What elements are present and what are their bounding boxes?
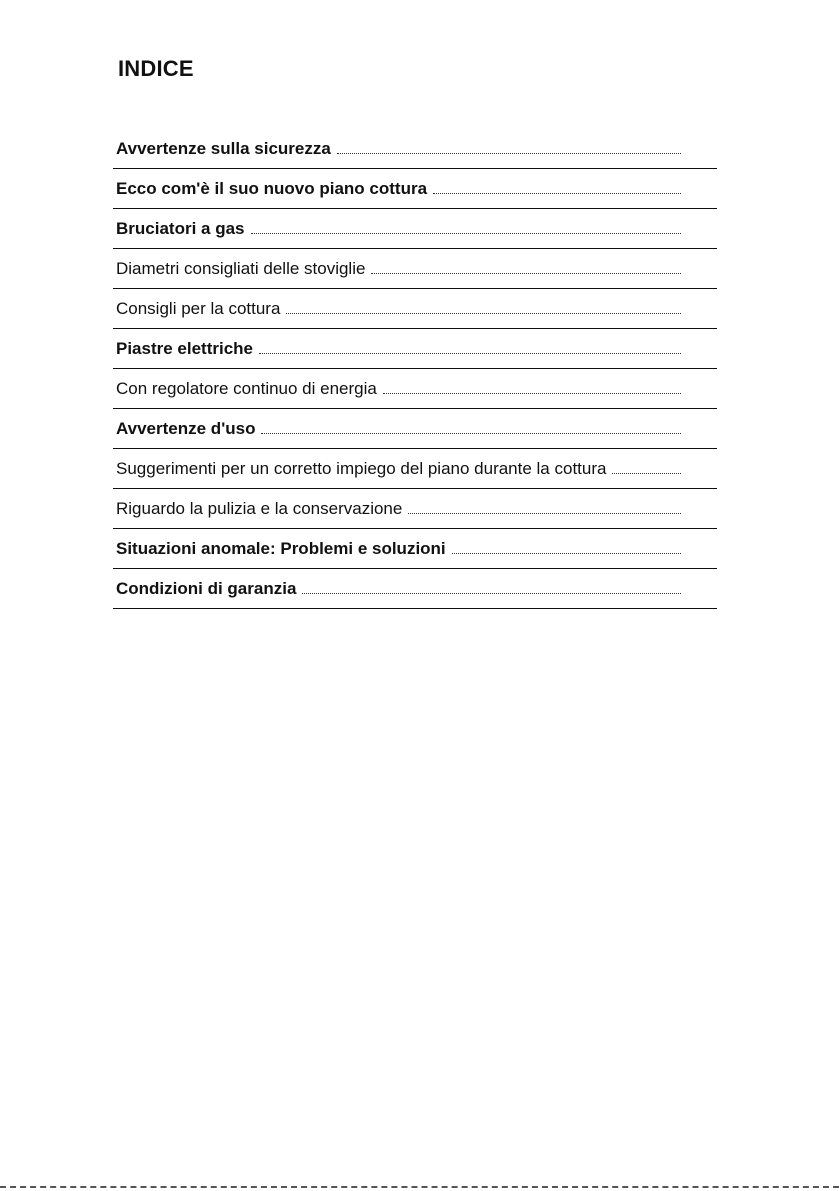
toc-item-label: Diametri consigliati delle stoviglie	[116, 259, 366, 278]
toc-item-diametri-stoviglie[interactable]	[113, 249, 717, 289]
toc-item-suggerimenti-impiego[interactable]	[113, 449, 717, 489]
toc-item-label: Consigli per la cottura	[116, 299, 281, 318]
toc-item-avvertenze-uso[interactable]	[113, 409, 717, 449]
toc-item-label: Ecco com'è il suo nuovo piano cottura	[116, 179, 428, 198]
toc-dot-leader	[408, 513, 681, 514]
toc-item-label: Suggerimenti per un corretto impiego del piano durante la cottura	[116, 459, 607, 478]
toc-item-condizioni-garanzia[interactable]	[113, 569, 717, 609]
toc-item-piastre-elettriche[interactable]	[113, 329, 717, 369]
toc-item-label: Condizioni di garanzia	[116, 579, 297, 598]
toc-item-label: Situazioni anomale: Problemi e soluzioni	[116, 539, 446, 558]
toc-item-piano-cottura[interactable]	[113, 169, 717, 209]
toc-dot-leader	[433, 193, 681, 194]
toc-item-pulizia-conservazione[interactable]	[113, 489, 717, 529]
toc-dot-leader	[261, 433, 681, 434]
toc-dot-leader	[302, 593, 681, 594]
toc-item-consigli-cottura[interactable]	[113, 289, 717, 329]
toc-item-bruciatori-gas[interactable]	[113, 209, 717, 249]
toc-dot-leader	[383, 393, 681, 394]
toc-dot-leader	[612, 473, 681, 474]
toc-item-label: Con regolatore continuo di energia	[116, 379, 377, 398]
toc-dot-leader	[452, 553, 681, 554]
table-of-contents	[113, 129, 717, 609]
toc-dot-leader	[371, 273, 681, 274]
page-bottom-border	[0, 1186, 839, 1188]
toc-dot-leader	[286, 313, 681, 314]
toc-item-regolatore-energia[interactable]	[113, 369, 717, 409]
toc-dot-leader	[259, 353, 681, 354]
page-title: INDICE	[118, 56, 194, 81]
toc-item-label: Riguardo la pulizia e la conservazione	[116, 499, 403, 518]
toc-item-label: Bruciatori a gas	[116, 219, 245, 238]
toc-dot-leader	[251, 233, 682, 234]
toc-item-situazioni-anomale[interactable]	[113, 529, 717, 569]
toc-item-label: Avvertenze sulla sicurezza	[116, 139, 331, 158]
toc-item-label: Piastre elettriche	[116, 339, 254, 358]
toc-item-label: Avvertenze d'uso	[116, 419, 256, 438]
toc-item-avvertenze-sicurezza[interactable]	[113, 129, 717, 169]
toc-dot-leader	[337, 153, 681, 154]
